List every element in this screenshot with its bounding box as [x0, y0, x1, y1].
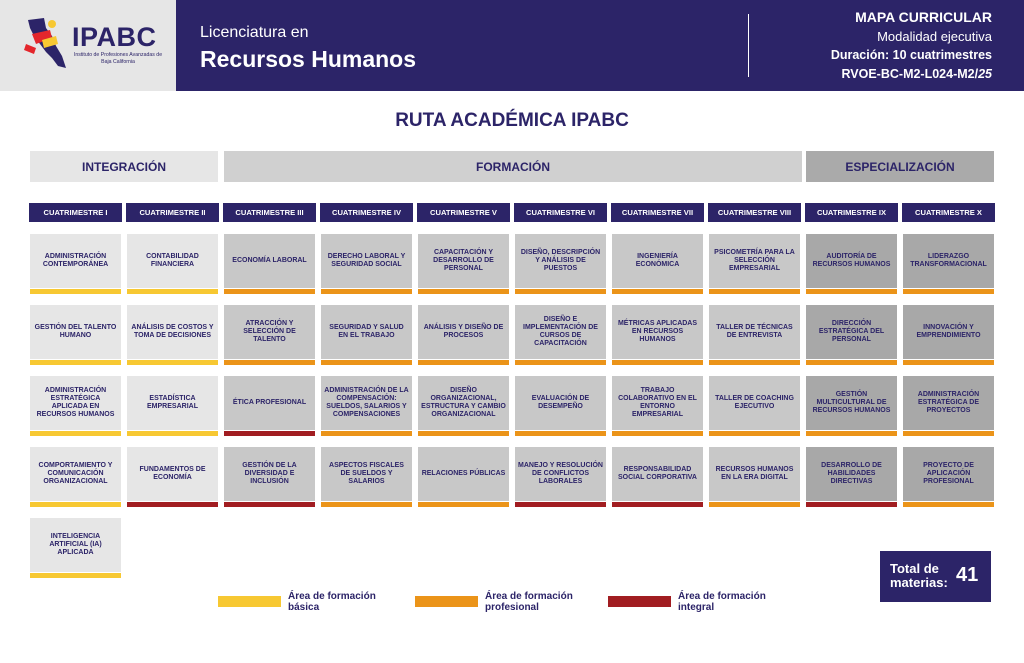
area-bar-basic [127, 289, 218, 294]
area-bar-basic [30, 360, 121, 365]
area-bar-integral [224, 502, 315, 507]
area-bar-professional [903, 289, 994, 294]
modality: Modalidad ejecutiva [877, 29, 992, 44]
stage-formacion: FORMACIÓN [224, 151, 802, 182]
area-bar-professional [321, 289, 412, 294]
area-bar-professional [515, 360, 606, 365]
area-bar-professional [321, 360, 412, 365]
map-title: MAPA CURRICULAR [855, 9, 992, 25]
area-bar-professional [806, 289, 897, 294]
area-bar-professional [612, 289, 703, 294]
subject-card: TALLER DE COACHING EJECUTIVO [709, 376, 800, 430]
area-bar-professional [903, 360, 994, 365]
subject-card: TALLER DE TÉCNICAS DE ENTREVISTA [709, 305, 800, 359]
route-title: RUTA ACADÉMICA IPABC [395, 110, 629, 131]
duration: Duración: 10 cuatrimestres [830, 48, 992, 62]
area-bar-professional [515, 289, 606, 294]
area-bar-professional [418, 360, 509, 365]
area-bar-professional [612, 431, 703, 436]
area-bar-professional [709, 431, 800, 436]
subject-card: GESTIÓN DE LA DIVERSIDAD E INCLUSIÓN [224, 447, 315, 501]
area-bar-professional [709, 289, 800, 294]
subject-card: ADMINISTRACIÓN ESTRATÉGICA APLICADA EN RECURSOS HUMANOS [30, 376, 121, 430]
area-bar-basic [127, 360, 218, 365]
subject-card: ANÁLISIS Y DISEÑO DE PROCESOS [418, 305, 509, 359]
subject-card: DERECHO LABORAL Y SEGURIDAD SOCIAL [321, 234, 412, 288]
subject-card: DIRECCIÓN ESTRATÉGICA DEL PERSONAL [806, 305, 897, 359]
subject-card: AUDITORÍA DE RECURSOS HUMANOS [806, 234, 897, 288]
subject-card: RESPONSABILIDAD SOCIAL CORPORATIVA [612, 447, 703, 501]
semester-header: CUATRIMESTRE VIII [708, 203, 801, 222]
area-bar-professional [224, 360, 315, 365]
area-bar-professional [806, 431, 897, 436]
area-bar-basic [30, 502, 121, 507]
area-bar-professional [903, 502, 994, 507]
subject-card: ADMINISTRACIÓN DE LA COMPENSACIÓN: SUELDOS, SALARIOS Y COMPENSACIONES [321, 376, 412, 430]
area-bar-integral [612, 502, 703, 507]
area-bar-professional [418, 431, 509, 436]
rvoe-year: 25 [978, 67, 992, 81]
area-bar-basic [30, 431, 121, 436]
area-bar-professional [612, 360, 703, 365]
program-name: Recursos Humanos [200, 46, 417, 72]
area-bar-basic [30, 573, 121, 578]
subject-card: MÉTRICAS APLICADAS EN RECURSOS HUMANOS [612, 305, 703, 359]
area-bar-professional [515, 431, 606, 436]
legend-swatch-professional [415, 596, 478, 607]
subject-card: ANÁLISIS DE COSTOS Y TOMA DE DECISIONES [127, 305, 218, 359]
semester-header: CUATRIMESTRE V [417, 203, 510, 222]
subject-card: COMPORTAMIENTO Y COMUNICACIÓN ORGANIZACIONAL [30, 447, 121, 501]
semester-header: CUATRIMESTRE X [902, 203, 995, 222]
area-bar-professional [224, 289, 315, 294]
subject-card: TRABAJO COLABORATIVO EN EL ENTORNO EMPRESARIAL [612, 376, 703, 430]
legend-swatch-basic [218, 596, 281, 607]
subject-card: DISEÑO ORGANIZACIONAL, ESTRUCTURA Y CAMBIO ORGANIZACIONAL [418, 376, 509, 430]
subject-card: ÉTICA PROFESIONAL [224, 376, 315, 430]
header-divider [748, 14, 749, 77]
semester-header: CUATRIMESTRE IV [320, 203, 413, 222]
baja-california-map-icon [22, 14, 68, 72]
subject-card: PROYECTO DE APLICACIÓN PROFESIONAL [903, 447, 994, 501]
subject-card: INTELIGENCIA ARTIFICIAL (IA) APLICADA [30, 518, 121, 572]
area-bar-professional [321, 431, 412, 436]
subject-card: INNOVACIÓN Y EMPRENDIMIENTO [903, 305, 994, 359]
rvoe [831, 65, 992, 84]
subject-card: GESTIÓN DEL TALENTO HUMANO [30, 305, 121, 359]
semester-header: CUATRIMESTRE III [223, 203, 316, 222]
semester-header: CUATRIMESTRE VI [514, 203, 607, 222]
total-value: 41 [956, 564, 979, 586]
area-bar-professional [806, 360, 897, 365]
area-bar-basic [127, 431, 218, 436]
stage-especializacion: ESPECIALIZACIÓN [806, 151, 994, 182]
subject-card: DISEÑO E IMPLEMENTACIÓN DE CURSOS DE CAPACITACIÓN [515, 305, 606, 359]
subject-card: CAPACITACIÓN Y DESARROLLO DE PERSONAL [418, 234, 509, 288]
area-bar-professional [903, 431, 994, 436]
subject-card: FUNDAMENTOS DE ECONOMÍA [127, 447, 218, 501]
area-bar-integral [515, 502, 606, 507]
total-subjects-box [880, 551, 991, 602]
subject-card: RECURSOS HUMANOS EN LA ERA DIGITAL [709, 447, 800, 501]
subject-card: GESTIÓN MULTICULTURAL DE RECURSOS HUMANOS [806, 376, 897, 430]
subject-card: CONTABILIDAD FINANCIERA [127, 234, 218, 288]
subject-card: DISEÑO, DESCRIPCIÓN Y ANÁLISIS DE PUESTOS [515, 234, 606, 288]
subject-card: ASPECTOS FISCALES DE SUELDOS Y SALARIOS [321, 447, 412, 501]
subject-card: ECONOMÍA LABORAL [224, 234, 315, 288]
logo-text: IPABC [72, 22, 157, 52]
semester-header: CUATRIMESTRE I [29, 203, 122, 222]
subject-card: EVALUACIÓN DE DESEMPEÑO [515, 376, 606, 430]
program-info [831, 8, 992, 84]
subject-card: RELACIONES PÚBLICAS [418, 447, 509, 501]
logo-panel [0, 0, 176, 91]
area-bar-integral [224, 431, 315, 436]
legend-label-professional: Área de formación profesional [485, 591, 573, 613]
subject-card: ADMINISTRACIÓN ESTRATÉGICA DE PROYECTOS [903, 376, 994, 430]
header-bar [0, 0, 1024, 91]
area-bar-basic [30, 289, 121, 294]
subject-card: SEGURIDAD Y SALUD EN EL TRABAJO [321, 305, 412, 359]
subject-card: ADMINISTRACIÓN CONTEMPORÁNEA [30, 234, 121, 288]
area-bar-integral [127, 502, 218, 507]
subject-card: PSICOMETRÍA PARA LA SELECCIÓN EMPRESARIAL [709, 234, 800, 288]
area-bar-professional [709, 502, 800, 507]
area-bar-professional [321, 502, 412, 507]
semester-header: CUATRIMESTRE IX [805, 203, 898, 222]
subject-card: DESARROLLO DE HABILIDADES DIRECTIVAS [806, 447, 897, 501]
legend-label-integral: Área de formación integral [678, 591, 766, 613]
legend-swatch-integral [608, 596, 671, 607]
logo-subtitle: Instituto de Profesiones Avanzadas de Baja California [73, 52, 163, 65]
semester-header: CUATRIMESTRE II [126, 203, 219, 222]
rvoe-main: RVOE-BC-M2-L024-M2/ [841, 67, 979, 81]
area-bar-professional [709, 360, 800, 365]
area-bar-integral [806, 502, 897, 507]
stage-integracion: INTEGRACIÓN [30, 151, 218, 182]
subject-card: ESTADÍSTICA EMPRESARIAL [127, 376, 218, 430]
semester-header: CUATRIMESTRE VII [611, 203, 704, 222]
legend-label-basic: Área de formación básica [288, 591, 376, 613]
subject-card: ATRACCIÓN Y SELECCIÓN DE TALENTO [224, 305, 315, 359]
total-label: Total de materias: [890, 561, 948, 590]
area-bar-professional [418, 289, 509, 294]
subject-card: LIDERAZGO TRANSFORMACIONAL [903, 234, 994, 288]
subject-card: INGENIERÍA ECONÓMICA [612, 234, 703, 288]
area-bar-professional [418, 502, 509, 507]
subject-card: MANEJO Y RESOLUCIÓN DE CONFLICTOS LABORALES [515, 447, 606, 501]
program-prefix: Licenciatura en [200, 24, 309, 41]
